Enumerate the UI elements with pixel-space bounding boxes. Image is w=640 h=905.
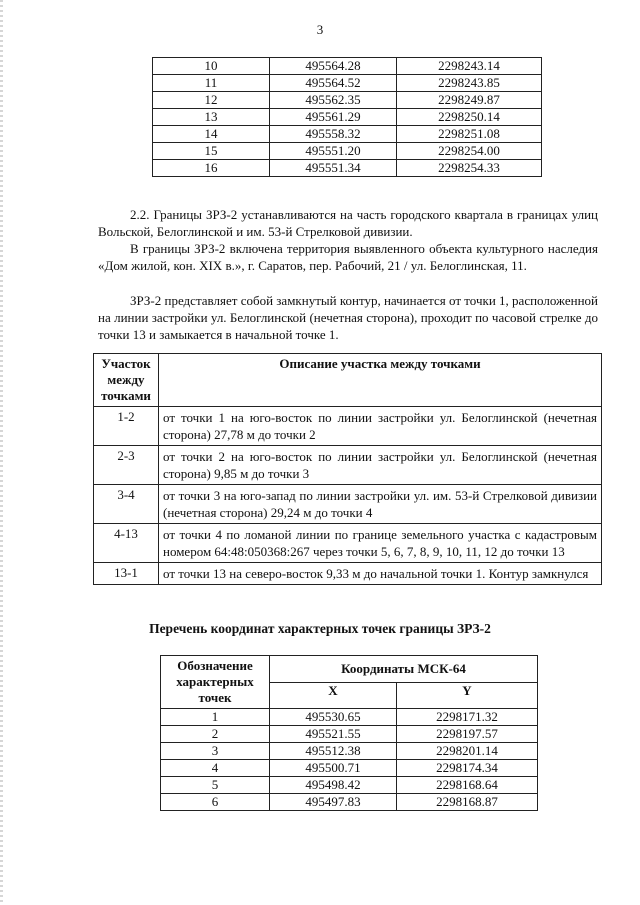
point-number: 12 — [153, 92, 270, 109]
coord-x: 495551.34 — [270, 160, 397, 177]
table-row — [161, 794, 538, 811]
coord-x: 495564.52 — [270, 75, 397, 92]
coord-y: 2298250.14 — [397, 109, 542, 126]
points-table-body — [161, 709, 538, 811]
segment-description: от точки 3 на юго-запад по линии застройки ул. им. 53-й Стрелковой дивизии (нечетная сторона) 29,24 м до точки 4 — [159, 485, 602, 524]
coordinates-table-continued-body — [153, 58, 542, 177]
coord-y: 2298171.32 — [397, 709, 538, 726]
segment-label: 1-2 — [94, 407, 159, 446]
segment-description: от точки 13 на северо-восток 9,33 м до начальной точки 1. Контур замкнулся — [159, 563, 602, 585]
point-number: 10 — [153, 58, 270, 75]
table-row — [94, 563, 602, 585]
table-row — [153, 58, 542, 75]
paragraph-contour: ЗРЗ-2 представляет собой замкнутый контур, начинается от точки 1, расположенной на линии застройки ул. Белоглинской (нечетная сторона), проходит по часовой стрелке до точки 13 и замыкается в начальной точке 1. — [98, 293, 598, 342]
point-number: 5 — [161, 777, 270, 794]
coord-y: 2298254.00 — [397, 143, 542, 160]
segments-header-description: Описание участка между точками — [159, 354, 602, 407]
points-header-x: X — [270, 682, 397, 709]
point-number: 3 — [161, 743, 270, 760]
segments-description-table — [93, 353, 602, 585]
segment-description: от точки 2 на юго-восток по линии застройки ул. Белоглинской (нечетная сторона) 9,85 м до точки 3 — [159, 446, 602, 485]
coord-x: 495530.65 — [270, 709, 397, 726]
segment-label: 2-3 — [94, 446, 159, 485]
segment-description: от точки 4 по ломаной линии по границе земельного участка с кадастровым номером 64:48:050368:267 через точки 5, 6, 7, 8, 9, 10, 11, 12 до точки 13 — [159, 524, 602, 563]
segment-label: 3-4 — [94, 485, 159, 524]
coord-x: 495500.71 — [270, 760, 397, 777]
coord-y: 2298249.87 — [397, 92, 542, 109]
table-row — [161, 743, 538, 760]
table-row — [94, 407, 602, 446]
points-header-y: Y — [397, 682, 538, 709]
point-number: 15 — [153, 143, 270, 160]
coord-x: 495498.42 — [270, 777, 397, 794]
coord-x: 495521.55 — [270, 726, 397, 743]
coord-y: 2298201.14 — [397, 743, 538, 760]
table-row — [153, 160, 542, 177]
segments-table-body — [94, 407, 602, 585]
coord-x: 495551.20 — [270, 143, 397, 160]
characteristic-points-table — [160, 655, 538, 811]
points-header-coords: Координаты МСК-64 — [270, 656, 538, 683]
table-row — [161, 760, 538, 777]
segments-table-header-row — [94, 354, 602, 407]
coord-x: 495497.83 — [270, 794, 397, 811]
segment-label: 13-1 — [94, 563, 159, 585]
coord-x: 495562.35 — [270, 92, 397, 109]
point-number: 2 — [161, 726, 270, 743]
coordinates-table-continued — [152, 57, 542, 177]
point-number: 16 — [153, 160, 270, 177]
point-number: 1 — [161, 709, 270, 726]
table-row — [161, 726, 538, 743]
paragraph-2-2: 2.2. Границы ЗРЗ-2 устанавливаются на часть городского квартала в границах улиц Вольской, Белоглинской и им. 53-й Стрелковой дивизии. — [98, 207, 598, 239]
segments-header-segment: Участок между точками — [94, 354, 159, 407]
segment-label: 4-13 — [94, 524, 159, 563]
paragraph-object: В границы ЗРЗ-2 включена территория выявленного объекта культурного наследия «Дом жилой, кон. XIX в.», г. Саратов, пер. Рабочий, 21 / ул. Белоглинская, 11. — [98, 241, 598, 273]
coord-y: 2298197.57 — [397, 726, 538, 743]
coord-x: 495558.32 — [270, 126, 397, 143]
table-row — [153, 92, 542, 109]
coord-x: 495564.28 — [270, 58, 397, 75]
table-row — [153, 126, 542, 143]
coord-y: 2298243.85 — [397, 75, 542, 92]
table-row — [153, 143, 542, 160]
table-row — [94, 485, 602, 524]
coordinates-list-heading: Перечень координат характерных точек границы ЗРЗ-2 — [149, 621, 491, 636]
point-number: 4 — [161, 760, 270, 777]
points-table-header-row-1 — [161, 656, 538, 683]
coord-y: 2298168.87 — [397, 794, 538, 811]
coord-y: 2298243.14 — [397, 58, 542, 75]
coord-x: 495512.38 — [270, 743, 397, 760]
scan-edge-artifact — [0, 0, 3, 905]
coord-x: 495561.29 — [270, 109, 397, 126]
coord-y: 2298174.34 — [397, 760, 538, 777]
coord-y: 2298254.33 — [397, 160, 542, 177]
point-number: 13 — [153, 109, 270, 126]
table-row — [153, 109, 542, 126]
points-header-name: Обозначение характерных точек — [161, 656, 270, 709]
point-number: 14 — [153, 126, 270, 143]
table-row — [94, 446, 602, 485]
table-row — [94, 524, 602, 563]
table-row — [153, 75, 542, 92]
coord-y: 2298168.64 — [397, 777, 538, 794]
table-row — [161, 777, 538, 794]
segment-description: от точки 1 на юго-восток по линии застройки ул. Белоглинской (нечетная сторона) 27,78 м до точки 2 — [159, 407, 602, 446]
point-number: 11 — [153, 75, 270, 92]
table-row — [161, 709, 538, 726]
point-number: 6 — [161, 794, 270, 811]
page-number: 3 — [316, 22, 324, 37]
coord-y: 2298251.08 — [397, 126, 542, 143]
